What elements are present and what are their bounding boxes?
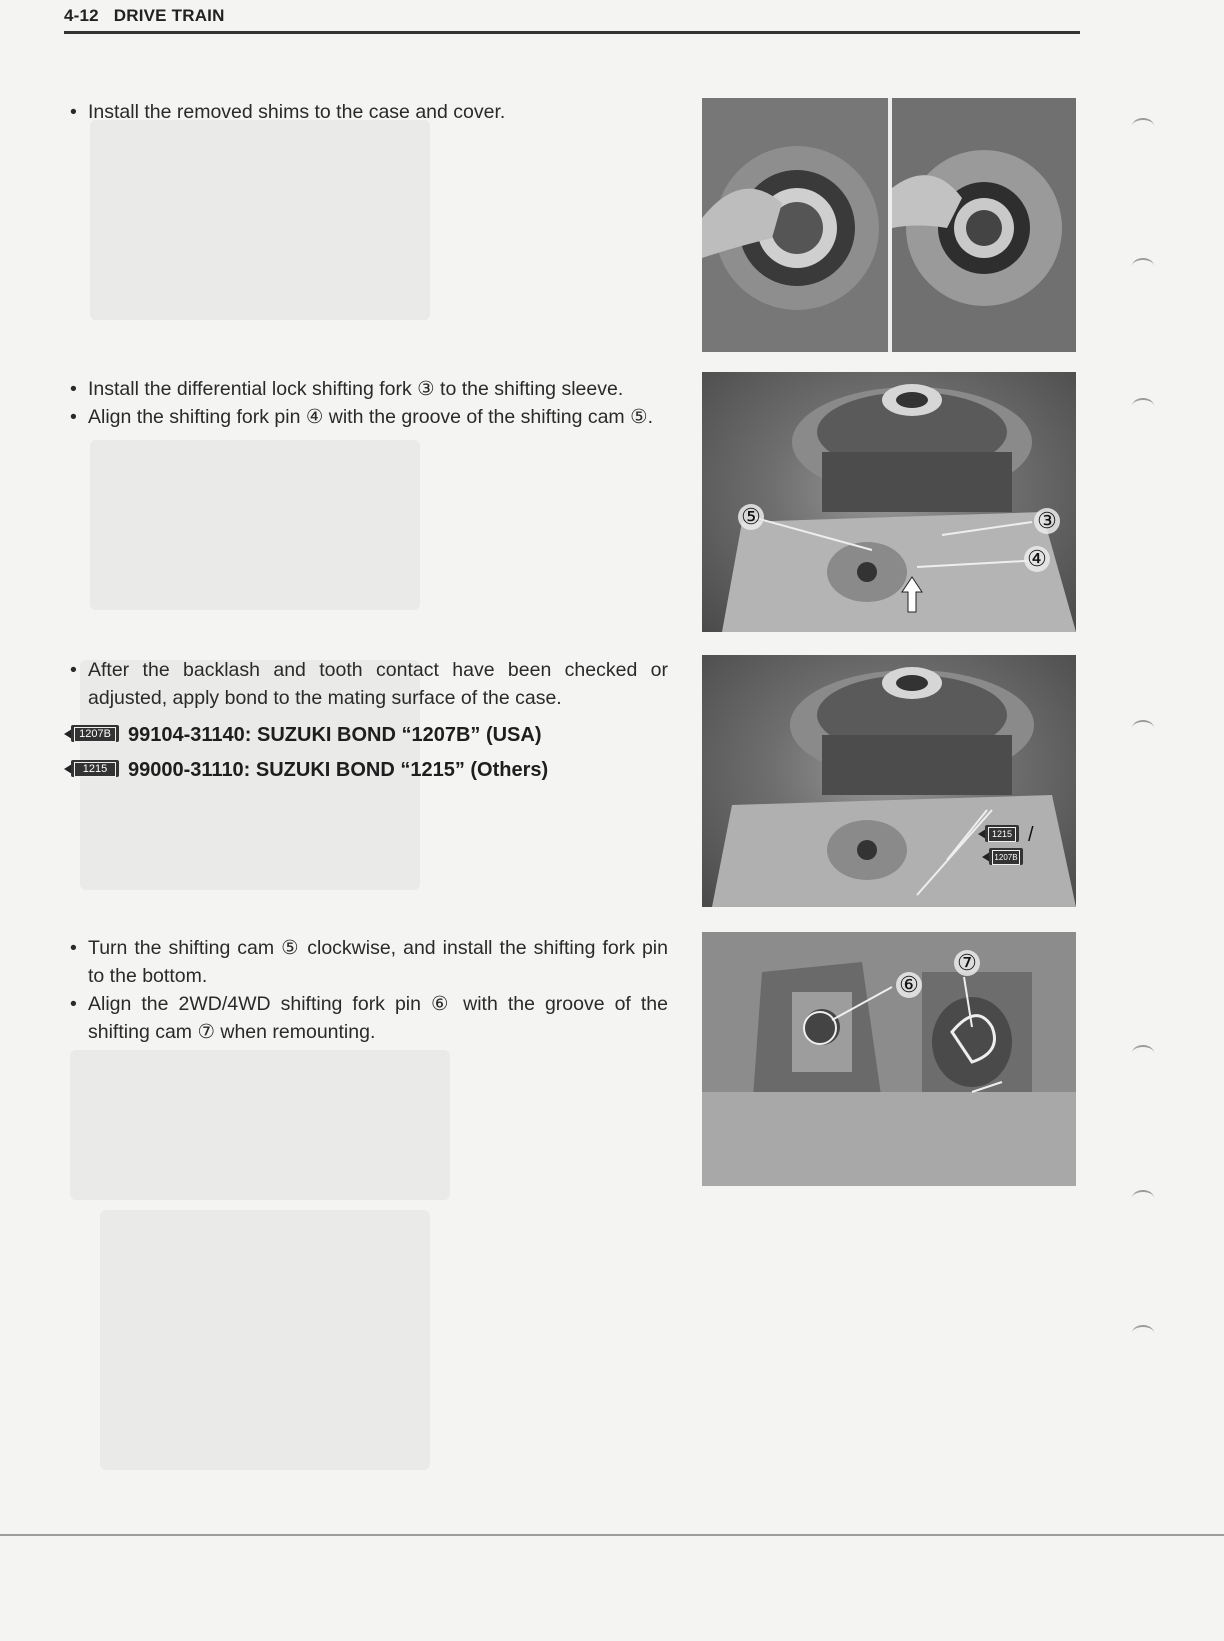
- binder-mark: [1132, 1045, 1154, 1061]
- photo-apply-bond: [702, 655, 1076, 907]
- binder-mark: [1132, 1325, 1154, 1341]
- bullet-text: • After the backlash and tooth contact have been checked or adjusted, apply bond to the mating surface of the case.: [68, 656, 668, 712]
- binder-mark: [1132, 118, 1154, 134]
- callout-4: ④: [1024, 546, 1050, 572]
- bullet-text: • Align the 2WD/4WD shifting fork pin ⑥ with the groove of the shifting cam ⑦ when remounting.: [68, 990, 668, 1046]
- binder-mark: [1132, 720, 1154, 736]
- bond-tube-icon: 1207B: [64, 724, 122, 744]
- photo-shims: [702, 98, 1076, 352]
- bleed-through-shape: [100, 1210, 430, 1470]
- header-rule: [64, 31, 1080, 34]
- bond-spec-text: 99000-31110: SUZUKI BOND “1215” (Others): [128, 759, 549, 781]
- photo-cam-drawing: [702, 932, 1076, 1186]
- step-shifting-cam: [68, 934, 668, 1046]
- separator: /: [1028, 824, 1034, 846]
- bullet-text: • Turn the shifting cam ⑤ clockwise, and install the shifting fork pin to the bottom.: [68, 934, 668, 990]
- bleed-through-shape: [70, 1050, 450, 1200]
- bleed-through-shape: [90, 120, 430, 320]
- bond-spec-others: [64, 757, 548, 783]
- callout-5: ⑤: [738, 504, 764, 530]
- bullet-text: • Install the differential lock shifting fork ③ to the shifting sleeve.: [68, 375, 668, 403]
- step-install-shims: [68, 98, 668, 126]
- bleed-through-shape: [90, 440, 420, 610]
- binder-mark: [1132, 258, 1154, 274]
- step-shifting-fork: [68, 375, 668, 431]
- bond-tube-icon: 1215: [64, 759, 122, 779]
- bond-spec-usa: [64, 722, 542, 748]
- photo-bond-icons: [978, 824, 1076, 869]
- photo-shims-drawing: [702, 98, 1076, 352]
- binder-mark: [1132, 398, 1154, 414]
- footer-rule: [0, 1534, 1224, 1536]
- bond-tube-icon: 1215: [978, 824, 1022, 844]
- section-title: DRIVE TRAIN: [113, 6, 225, 25]
- bullet-text: • Install the removed shims to the case and cover.: [68, 98, 668, 126]
- callout-3: ③: [1034, 508, 1060, 534]
- bond-spec-text: 99104-31140: SUZUKI BOND “1207B” (USA): [128, 724, 542, 746]
- bond-tube-icon: 1207B: [982, 847, 1026, 867]
- page-number: 4-12: [64, 6, 99, 25]
- binder-mark: [1132, 1190, 1154, 1206]
- photo-bond-drawing: [702, 655, 1076, 907]
- photo-fork-drawing: [702, 372, 1076, 632]
- page-header: [64, 6, 225, 26]
- callout-7: ⑦: [954, 950, 980, 976]
- step-apply-bond: [68, 656, 668, 712]
- photo-shifting-cam: [702, 932, 1076, 1186]
- photo-shifting-fork: [702, 372, 1076, 632]
- callout-6: ⑥: [896, 972, 922, 998]
- bullet-text: • Align the shifting fork pin ④ with the groove of the shifting cam ⑤.: [68, 403, 668, 431]
